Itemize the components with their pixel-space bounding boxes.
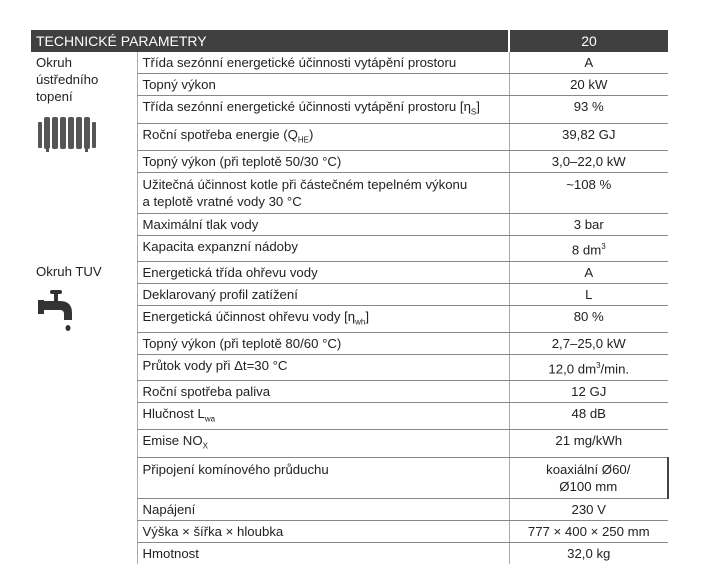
value-cell: 32,0 kg [509, 542, 668, 564]
table-header-row [31, 30, 668, 52]
table-title: TECHNICKÉ PARAMETRY [31, 30, 509, 52]
table-row [31, 261, 668, 283]
section-heating [31, 52, 137, 261]
param-text-line1: Užitečná účinnost kotle při částečném tepelném výkonu [142, 177, 468, 193]
water-tap-icon [36, 288, 80, 332]
param-cell: Energetická třída ohřevu vody [137, 261, 509, 283]
value-cell: 2,7–25,0 kW [509, 333, 668, 355]
value-cell: 20 kW [509, 74, 668, 96]
param-text: Emise NO [142, 433, 203, 449]
section-dhw [31, 261, 137, 380]
section-general [31, 380, 137, 564]
param-subscript: wa [204, 414, 216, 424]
value-cell: 3 bar [509, 214, 668, 236]
technical-parameters-sheet [31, 30, 668, 564]
param-subscript: wh [355, 317, 366, 327]
param-cell [137, 430, 509, 458]
section-dhw-title: Okruh TUV [36, 264, 102, 280]
param-cell: Topný výkon (při teplotě 80/60 °C) [137, 333, 509, 355]
value-cell: ~108 % [509, 173, 668, 214]
value-text: 12,0 dm [548, 361, 597, 377]
value-cell: 39,82 GJ [509, 123, 668, 151]
section-heating-title-2: ústředního [36, 72, 99, 87]
param-cell: Topný výkon [137, 74, 509, 96]
param-subscript: X [202, 441, 208, 451]
param-cell: Maximální tlak vody [137, 214, 509, 236]
value-cell: 3,0–22,0 kW [509, 151, 668, 173]
value-cell: 777 × 400 × 250 mm [509, 520, 668, 542]
param-cell: Roční spotřeba paliva [137, 380, 509, 402]
param-cell [137, 96, 509, 124]
table-row [31, 52, 668, 74]
param-cell: Napájení [137, 498, 509, 520]
param-cell [137, 402, 509, 430]
value-superscript: 3 [601, 242, 606, 252]
value-text-line1: koaxiální Ø60/ [546, 461, 631, 477]
specs-table [31, 30, 669, 564]
radiator-icon [36, 113, 98, 153]
param-cell: Hmotnost [137, 542, 509, 564]
param-cell: Deklarovaný profil zatížení [137, 283, 509, 305]
value-superscript: 3 [596, 361, 601, 371]
param-cell: Průtok vody při Δt=30 °C [137, 355, 509, 380]
param-cell [137, 305, 509, 333]
value-text-line2: Ø100 mm [559, 478, 618, 494]
value-cell: 80 % [509, 305, 668, 333]
param-text-line2: a teplotě vratné vody 30 °C [142, 194, 302, 210]
value-cell: 12 GJ [509, 380, 668, 402]
param-cell: Kapacita expanzní nádoby [137, 236, 509, 261]
param-subscript: HE [297, 135, 310, 145]
param-text-end: ) [309, 126, 314, 142]
value-text-end: /min. [600, 361, 630, 377]
value-cell: 48 dB [509, 402, 668, 430]
value-cell [509, 457, 668, 498]
value-cell: 93 % [509, 96, 668, 124]
param-text: Hlučnost L [142, 405, 205, 421]
value-cell: A [509, 261, 668, 283]
param-cell [137, 173, 509, 214]
value-cell: 21 mg/kWh [509, 430, 668, 458]
param-cell: Topný výkon (při teplotě 50/30 °C) [137, 151, 509, 173]
param-text-end: ] [365, 308, 369, 324]
section-heating-title-1: Okruh [36, 55, 72, 70]
value-cell [509, 355, 668, 380]
param-cell: Výška × šířka × hloubka [137, 520, 509, 542]
model-column-header: 20 [509, 30, 668, 52]
param-cell [137, 123, 509, 151]
param-subscript: S [470, 107, 477, 117]
section-heating-title-3: topení [36, 89, 73, 104]
table-row [31, 380, 668, 402]
value-text: 8 dm [571, 242, 602, 258]
value-cell: A [509, 52, 668, 74]
param-text: Třída sezónní energetické účinnosti vytápění prostoru [η [142, 99, 471, 114]
value-cell [509, 236, 668, 261]
param-cell: Třída sezónní energetické účinnosti vytápění prostoru [137, 52, 509, 74]
param-text-end: ] [476, 99, 480, 114]
param-text: Roční spotřeba energie (Q [142, 126, 298, 142]
param-cell: Připojení komínového průduchu [137, 457, 509, 498]
value-cell: 230 V [509, 498, 668, 520]
param-text: Energetická účinnost ohřevu vody [η [142, 308, 356, 324]
value-cell: L [509, 283, 668, 305]
